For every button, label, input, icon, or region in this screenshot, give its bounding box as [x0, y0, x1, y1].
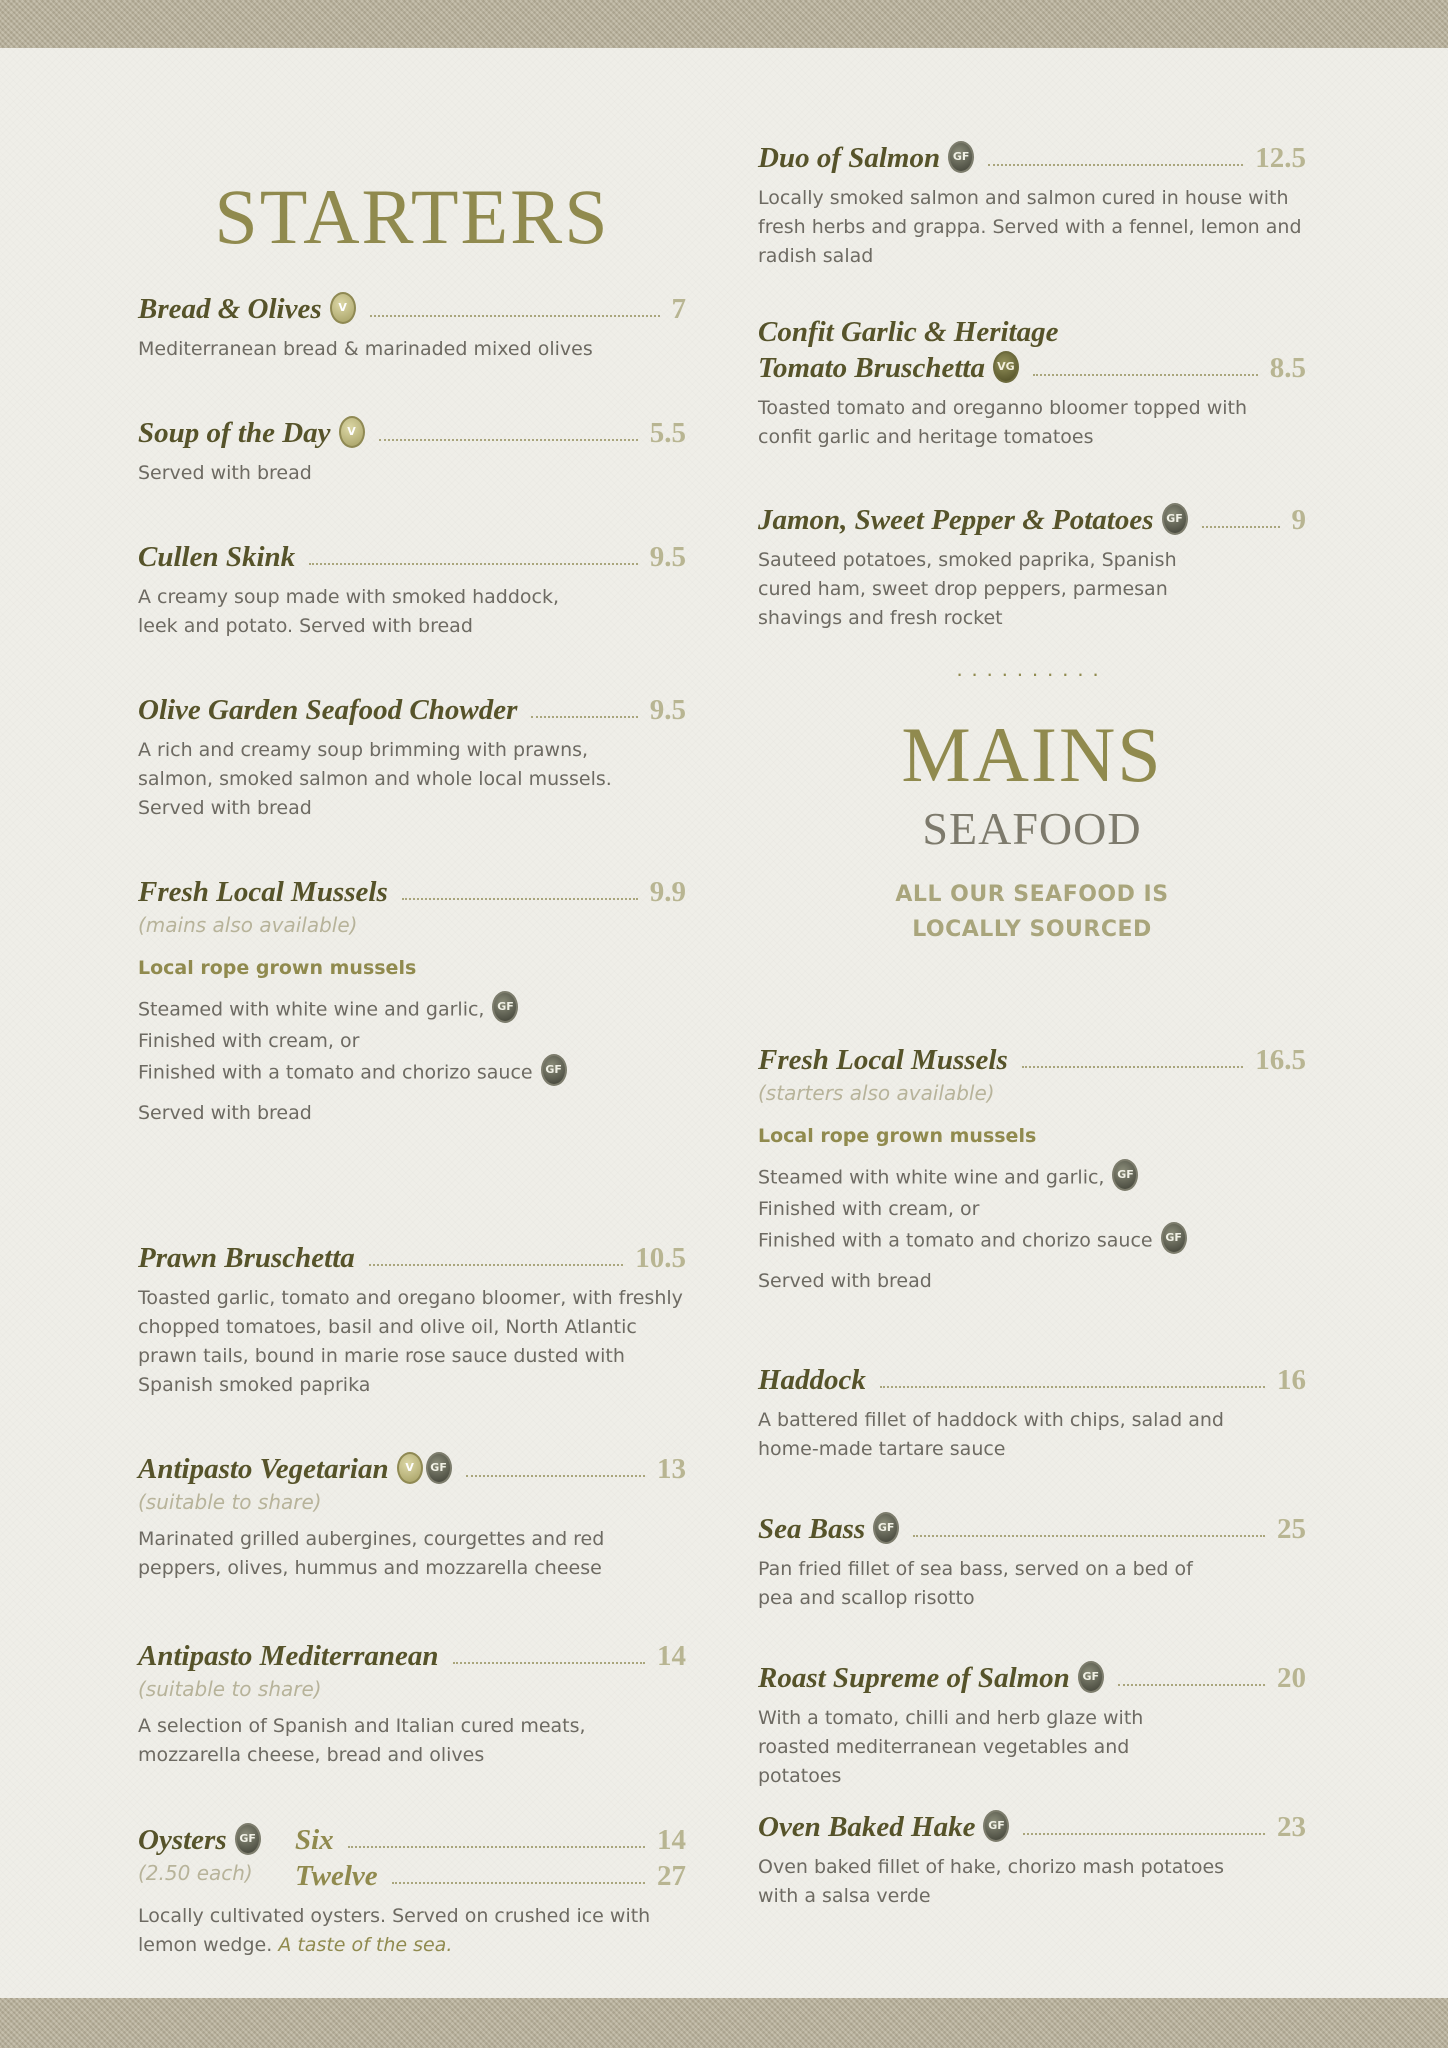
item-name: Bread & Olives: [138, 293, 322, 325]
top-fabric-band: [0, 0, 1448, 48]
item-price: 23: [1277, 1811, 1306, 1843]
dotted-leader: [466, 1475, 645, 1477]
item-name: Antipasto Mediterranean: [138, 1640, 439, 1672]
item-description: Toasted garlic, tomato and oregano bloomer, with freshly chopped tomatoes, basil and olive oil, North Atlantic prawn tails, bound in marie rose sauce dusted with Spanish smoked paprika: [138, 1287, 683, 1396]
item-price: 9.5: [649, 541, 686, 573]
dotted-leader: [913, 1535, 1265, 1537]
gluten-free-icon: GF: [873, 1512, 899, 1544]
item-options: [758, 1162, 1306, 1257]
item-name: Soup of the Day: [138, 417, 331, 449]
item-price: 20: [1277, 1662, 1306, 1694]
item-price: 8.5: [1269, 352, 1306, 384]
gluten-free-icon: GF: [541, 1054, 567, 1086]
gluten-free-icon: GF: [235, 1823, 261, 1855]
item-name: Roast Supreme of Salmon: [758, 1662, 1070, 1694]
dotted-leader: [402, 898, 638, 900]
menu-item-oysters: [138, 1822, 686, 1960]
menu-item-antipasto-mediterranean: [138, 1638, 686, 1770]
menu-page: [0, 48, 1448, 1998]
vegetarian-icon: V: [339, 416, 365, 448]
item-description: Oven baked fillet of hake, chorizo mash potatoes with a salsa verde: [758, 1856, 1225, 1907]
gluten-free-icon: GF: [426, 1452, 452, 1484]
item-hint: (mains also available): [138, 913, 358, 937]
gluten-free-icon: GF: [948, 141, 974, 173]
item-price: 25: [1277, 1513, 1306, 1545]
dotted-leader: [1202, 526, 1280, 528]
item-name: Cullen Skink: [138, 541, 296, 573]
item-price: 16: [1277, 1364, 1306, 1396]
menu-item-haddock: [758, 1362, 1306, 1464]
menu-item-roast-supreme-salmon: [758, 1660, 1306, 1791]
dotted-leader: [392, 1882, 645, 1884]
dotted-leader: [1033, 374, 1258, 376]
item-name: Prawn Bruschetta: [138, 1242, 355, 1274]
item-served: Served with bread: [138, 1102, 312, 1124]
oyster-description: Locally cultivated oysters. Served on crushed ice with lemon wedge.: [138, 1905, 651, 1956]
item-description: A creamy soup made with smoked haddock, leek and potato. Served with bread: [138, 586, 560, 637]
item-description: A battered fillet of haddock with chips, salad and home-made tartare sauce: [758, 1409, 1224, 1460]
menu-item-bread-olives: [138, 291, 686, 364]
gluten-free-icon: GF: [492, 991, 518, 1023]
dotted-leader: [1022, 1066, 1243, 1068]
dotted-leader: [880, 1386, 1265, 1388]
item-name: Fresh Local Mussels: [758, 1044, 1008, 1076]
menu-item-sea-bass: [758, 1511, 1306, 1613]
item-price: 14: [657, 1640, 686, 1672]
item-price: 12.5: [1255, 142, 1306, 174]
item-served: Served with bread: [758, 1270, 932, 1292]
option-line: Finished with a tomato and chorizo sauce: [758, 1229, 1153, 1252]
item-description: A selection of Spanish and Italian cured meats, mozzarella cheese, bread and olives: [138, 1715, 586, 1766]
gluten-free-icon: GF: [1162, 503, 1188, 535]
dotted-leader: [1023, 1833, 1265, 1835]
tagline: A taste of the sea.: [278, 1934, 453, 1956]
item-name: Haddock: [758, 1364, 866, 1396]
dotted-leader: [369, 1264, 624, 1266]
item-hint: (suitable to share): [138, 1490, 322, 1514]
menu-item-soup-of-the-day: [138, 415, 686, 488]
item-name: Sea Bass: [758, 1513, 866, 1545]
item-price: 13: [657, 1453, 686, 1485]
item-description: Sauteed potatoes, smoked paprika, Spanish cured ham, sweet drop peppers, parmesan shavings and fresh rocket: [758, 549, 1177, 629]
option-line: Steamed with white wine and garlic,: [138, 998, 485, 1021]
item-name: Duo of Salmon: [758, 142, 941, 174]
vegetarian-icon: V: [330, 292, 356, 324]
seafood-subtitle: SEAFOOD: [922, 803, 1142, 854]
item-description: [138, 1902, 686, 1960]
bottom-fabric-band: [0, 1998, 1448, 2048]
gluten-free-icon: GF: [1112, 1159, 1138, 1191]
item-highlight: Local rope grown mussels: [138, 957, 417, 979]
item-price: 14: [657, 1824, 686, 1856]
dotted-leader: [370, 315, 660, 317]
item-description: Served with bread: [138, 462, 312, 484]
menu-item-duo-of-salmon: [758, 140, 1306, 271]
menu-item-confit-garlic-bruschetta: [758, 315, 1306, 452]
item-highlight: Local rope grown mussels: [758, 1125, 1037, 1147]
item-name-line1: Confit Garlic & Heritage: [758, 316, 1059, 348]
mains-title: MAINS: [901, 711, 1163, 798]
vegan-icon: VG: [993, 351, 1019, 383]
item-options: [138, 994, 686, 1089]
item-description: With a tomato, chilli and herb glaze with roasted mediterranean vegetables and potatoes: [758, 1707, 1144, 1787]
menu-item-oven-baked-hake: [758, 1809, 1306, 1911]
dotted-leader: [348, 1846, 645, 1848]
note-line: LOCALLY SOURCED: [912, 917, 1152, 942]
item-description: Toasted tomato and oreganno bloomer topped with confit garlic and heritage tomatoes: [758, 397, 1247, 448]
oyster-option-six: Six: [295, 1824, 334, 1856]
note-line: ALL OUR SEAFOOD IS: [895, 882, 1169, 907]
item-hint: (2.50 each): [138, 1861, 253, 1885]
item-price: 10.5: [635, 1242, 686, 1274]
item-description: Pan fried fillet of sea bass, served on a bed of pea and scallop risotto: [758, 1558, 1193, 1609]
oyster-option-twelve: Twelve: [295, 1860, 378, 1892]
item-price: 9.9: [649, 876, 686, 908]
option-line: Finished with a tomato and chorizo sauce: [138, 1061, 533, 1084]
menu-item-fresh-local-mussels-starter: [138, 874, 686, 1128]
item-description: Mediterranean bread & marinaded mixed olives: [138, 338, 593, 360]
menu-item-cullen-skink: [138, 539, 686, 641]
menu-item-jamon-sweet-pepper: [758, 502, 1306, 633]
dotted-leader: [379, 439, 638, 441]
item-name: Oysters: [138, 1824, 227, 1856]
option-line: Steamed with white wine and garlic,: [758, 1166, 1105, 1189]
item-price: 16.5: [1255, 1044, 1306, 1076]
item-price: 5.5: [649, 417, 686, 449]
option-line: Finished with cream, or: [138, 1030, 360, 1052]
dotted-leader: [988, 164, 1243, 166]
item-name: Olive Garden Seafood Chowder: [138, 694, 518, 726]
menu-item-fresh-local-mussels-main: [758, 1042, 1306, 1296]
mains-header: [758, 656, 1306, 947]
section-divider: ..........: [956, 656, 1108, 681]
vegetarian-icon: V: [397, 1452, 423, 1484]
dotted-leader: [531, 716, 637, 718]
item-price: 27: [657, 1860, 686, 1892]
gluten-free-icon: GF: [1161, 1222, 1187, 1254]
item-description: Marinated grilled aubergines, courgettes and red peppers, olives, hummus and mozzarella cheese: [138, 1528, 605, 1579]
item-name: Fresh Local Mussels: [138, 876, 388, 908]
menu-item-prawn-bruschetta: [138, 1240, 686, 1400]
item-name-line2: Tomato Bruschetta: [758, 352, 985, 384]
option-line: Finished with cream, or: [758, 1198, 980, 1220]
item-description: Locally smoked salmon and salmon cured in house with fresh herbs and grappa. Served with a fennel, lemon and radish salad: [758, 187, 1302, 267]
item-price: 7: [671, 293, 686, 325]
item-hint: (suitable to share): [138, 1677, 322, 1701]
item-description: A rich and creamy soup brimming with prawns, salmon, smoked salmon and whole local mussels. Served with bread: [138, 739, 612, 819]
dotted-leader: [309, 563, 638, 565]
item-name: Antipasto Vegetarian: [138, 1453, 389, 1485]
item-name: Oven Baked Hake: [758, 1811, 976, 1843]
item-price: 9: [1291, 504, 1306, 536]
item-hint: (starters also available): [758, 1081, 995, 1105]
gluten-free-icon: GF: [1078, 1661, 1104, 1693]
menu-item-seafood-chowder: [138, 692, 686, 823]
seafood-note: [758, 877, 1306, 947]
item-price: 9.5: [649, 694, 686, 726]
dotted-leader: [1118, 1684, 1265, 1686]
item-name: Jamon, Sweet Pepper & Potatoes: [758, 504, 1154, 536]
starters-title: STARTERS: [214, 173, 610, 260]
gluten-free-icon: GF: [983, 1810, 1009, 1842]
menu-item-antipasto-vegetarian: [138, 1451, 686, 1583]
dotted-leader: [453, 1662, 645, 1664]
